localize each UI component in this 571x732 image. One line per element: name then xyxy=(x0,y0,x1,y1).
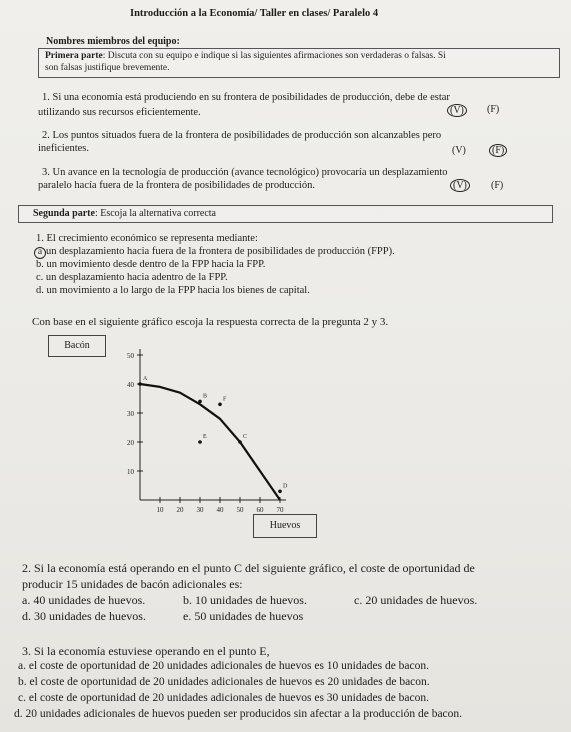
mc-question-2-option-b[interactable]: b. 10 unidades de huevos. xyxy=(183,593,307,607)
tf-question-1-line2: utilizando sus recursos eficientemente. xyxy=(38,107,201,118)
mc-question-2-stem-line2: producir 15 unidades de bacón adicionales es: xyxy=(22,577,243,591)
y-tick-label: 20 xyxy=(127,439,134,447)
mc-question-3-option-d[interactable]: d. 20 unidades adicionales de huevos pueden ser producidos sin afectar a la producción de bacon. xyxy=(14,708,463,720)
tf-question-3-false[interactable]: (F) xyxy=(491,180,504,191)
point-label-e: E xyxy=(203,434,207,440)
mc-question-2-option-e[interactable]: e. 50 unidades de huevos xyxy=(183,609,304,623)
tf-question-1-true[interactable]: (V) xyxy=(447,104,467,117)
mc-question-3-stem: 3. Si la economía estuviese operando en el punto E, xyxy=(22,644,270,658)
y-axis-label: Bacón xyxy=(48,335,106,357)
tf-question-1-line1: 1. Si una economía está produciendo en su frontera de posibilidades de producción, debe de estar xyxy=(42,92,450,103)
x-axis-label: Huevos xyxy=(253,514,317,538)
point-e xyxy=(198,440,202,444)
point-f xyxy=(218,403,222,407)
mc-question-3-option-c[interactable]: c. el coste de oportunidad de 20 unidades adicionales de huevos es 30 unidades de bacon. xyxy=(18,692,430,704)
ppf-curve xyxy=(140,384,280,500)
x-tick-label: 10 xyxy=(156,506,164,514)
mc-question-3-option-b[interactable]: b. el coste de oportunidad de 20 unidades adicionales de huevos es 20 unidades de bacon. xyxy=(18,676,430,688)
part1-heading: Primera parte xyxy=(45,51,103,61)
y-tick-label: 30 xyxy=(127,410,134,418)
part2-heading-box xyxy=(18,205,553,223)
part1-instructions-box xyxy=(38,48,560,78)
mc-question-1-option-a[interactable]: a un desplazamiento hacia fuera de la frontera de posibilidades de producción (FPP). xyxy=(34,246,395,259)
mc-question-2-option-d[interactable]: d. 30 unidades de huevos. xyxy=(22,609,146,623)
part1-instructions-line2: son falsas justifique brevemente. xyxy=(45,63,170,73)
tf-question-1-false[interactable]: (F) xyxy=(487,104,500,115)
mc-question-1-stem: 1. El crecimiento económico se representa mediante: xyxy=(36,233,258,244)
tf-question-3-line1: 3. Un avance en la tecnología de producción (avance tecnológico) provocaría un desplazamiento xyxy=(42,167,448,178)
part1-instructions: : Discuta con su equipo e indique si las siguientes afirmaciones son verdaderas o falsas. Si xyxy=(102,51,446,61)
point-label-d: D xyxy=(283,483,288,490)
tf-question-2-line1: 2. Los puntos situados fuera de la frontera de posibilidades de producción son alcanzables pero xyxy=(42,130,442,141)
tf-question-2-line2: ineficientes. xyxy=(38,143,90,154)
y-tick-label: 50 xyxy=(127,352,134,360)
point-label-f: F xyxy=(223,396,227,403)
point-label-a: A xyxy=(143,376,148,382)
mc-question-2-option-c[interactable]: c. 20 unidades de huevos. xyxy=(354,593,478,607)
tf-question-2-false[interactable]: (F) xyxy=(489,144,507,157)
x-tick-label: 70 xyxy=(276,506,284,514)
point-d xyxy=(278,490,282,494)
tf-question-3-line2: paralelo hacía fuera de la frontera de posibilidades de producción. xyxy=(38,180,315,191)
mc-question-2-stem-line1: 2. Si la economía está operando en el punto C del siguiente gráfico, el coste de oportunidad de xyxy=(22,561,475,575)
x-tick-label: 50 xyxy=(236,506,244,514)
point-label-c: C xyxy=(243,434,248,440)
point-b xyxy=(198,400,202,404)
point-a xyxy=(138,382,142,386)
mc-question-3-option-a[interactable]: a. el coste de oportunidad de 20 unidades adicionales de huevos es 10 unidades de bacon. xyxy=(18,660,430,672)
x-tick-label: 40 xyxy=(216,506,224,514)
x-tick-label: 20 xyxy=(176,506,184,514)
mc-question-1-option-c[interactable]: c. un desplazamiento hacia adentro de la FPP. xyxy=(36,272,228,283)
y-tick-label: 40 xyxy=(127,381,134,389)
point-c xyxy=(238,440,242,444)
tf-question-2-true[interactable]: (V) xyxy=(452,145,466,156)
page-title: Introducción a la Economía/ Taller en clases/ Paralelo 4 xyxy=(130,8,379,19)
members-label: Nombres miembros del equipo: xyxy=(46,36,180,47)
ppf-chart xyxy=(100,330,290,520)
tf-question-3-true[interactable]: (V) xyxy=(450,179,470,192)
mc-question-2-option-a[interactable]: a. 40 unidades de huevos. xyxy=(22,593,146,607)
mc-question-1-option-b[interactable]: b. un movimiento desde dentro de la FPP hacia la FPP. xyxy=(36,259,266,270)
mc-question-1-option-d[interactable]: d. un movimiento a lo largo de la FPP hacia los bienes de capital. xyxy=(36,285,310,296)
x-tick-label: 60 xyxy=(256,506,264,514)
part2-heading: Segunda parte xyxy=(33,208,95,219)
y-tick-label: 10 xyxy=(127,468,134,476)
part2-heading-rest: : Escoja la alternativa correcta xyxy=(94,208,216,219)
point-label-b: B xyxy=(203,393,208,400)
x-tick-label: 30 xyxy=(196,506,204,514)
graph-intro: Con base en el siguiente gráfico escoja la respuesta correcta de la pregunta 2 y 3. xyxy=(32,316,389,328)
